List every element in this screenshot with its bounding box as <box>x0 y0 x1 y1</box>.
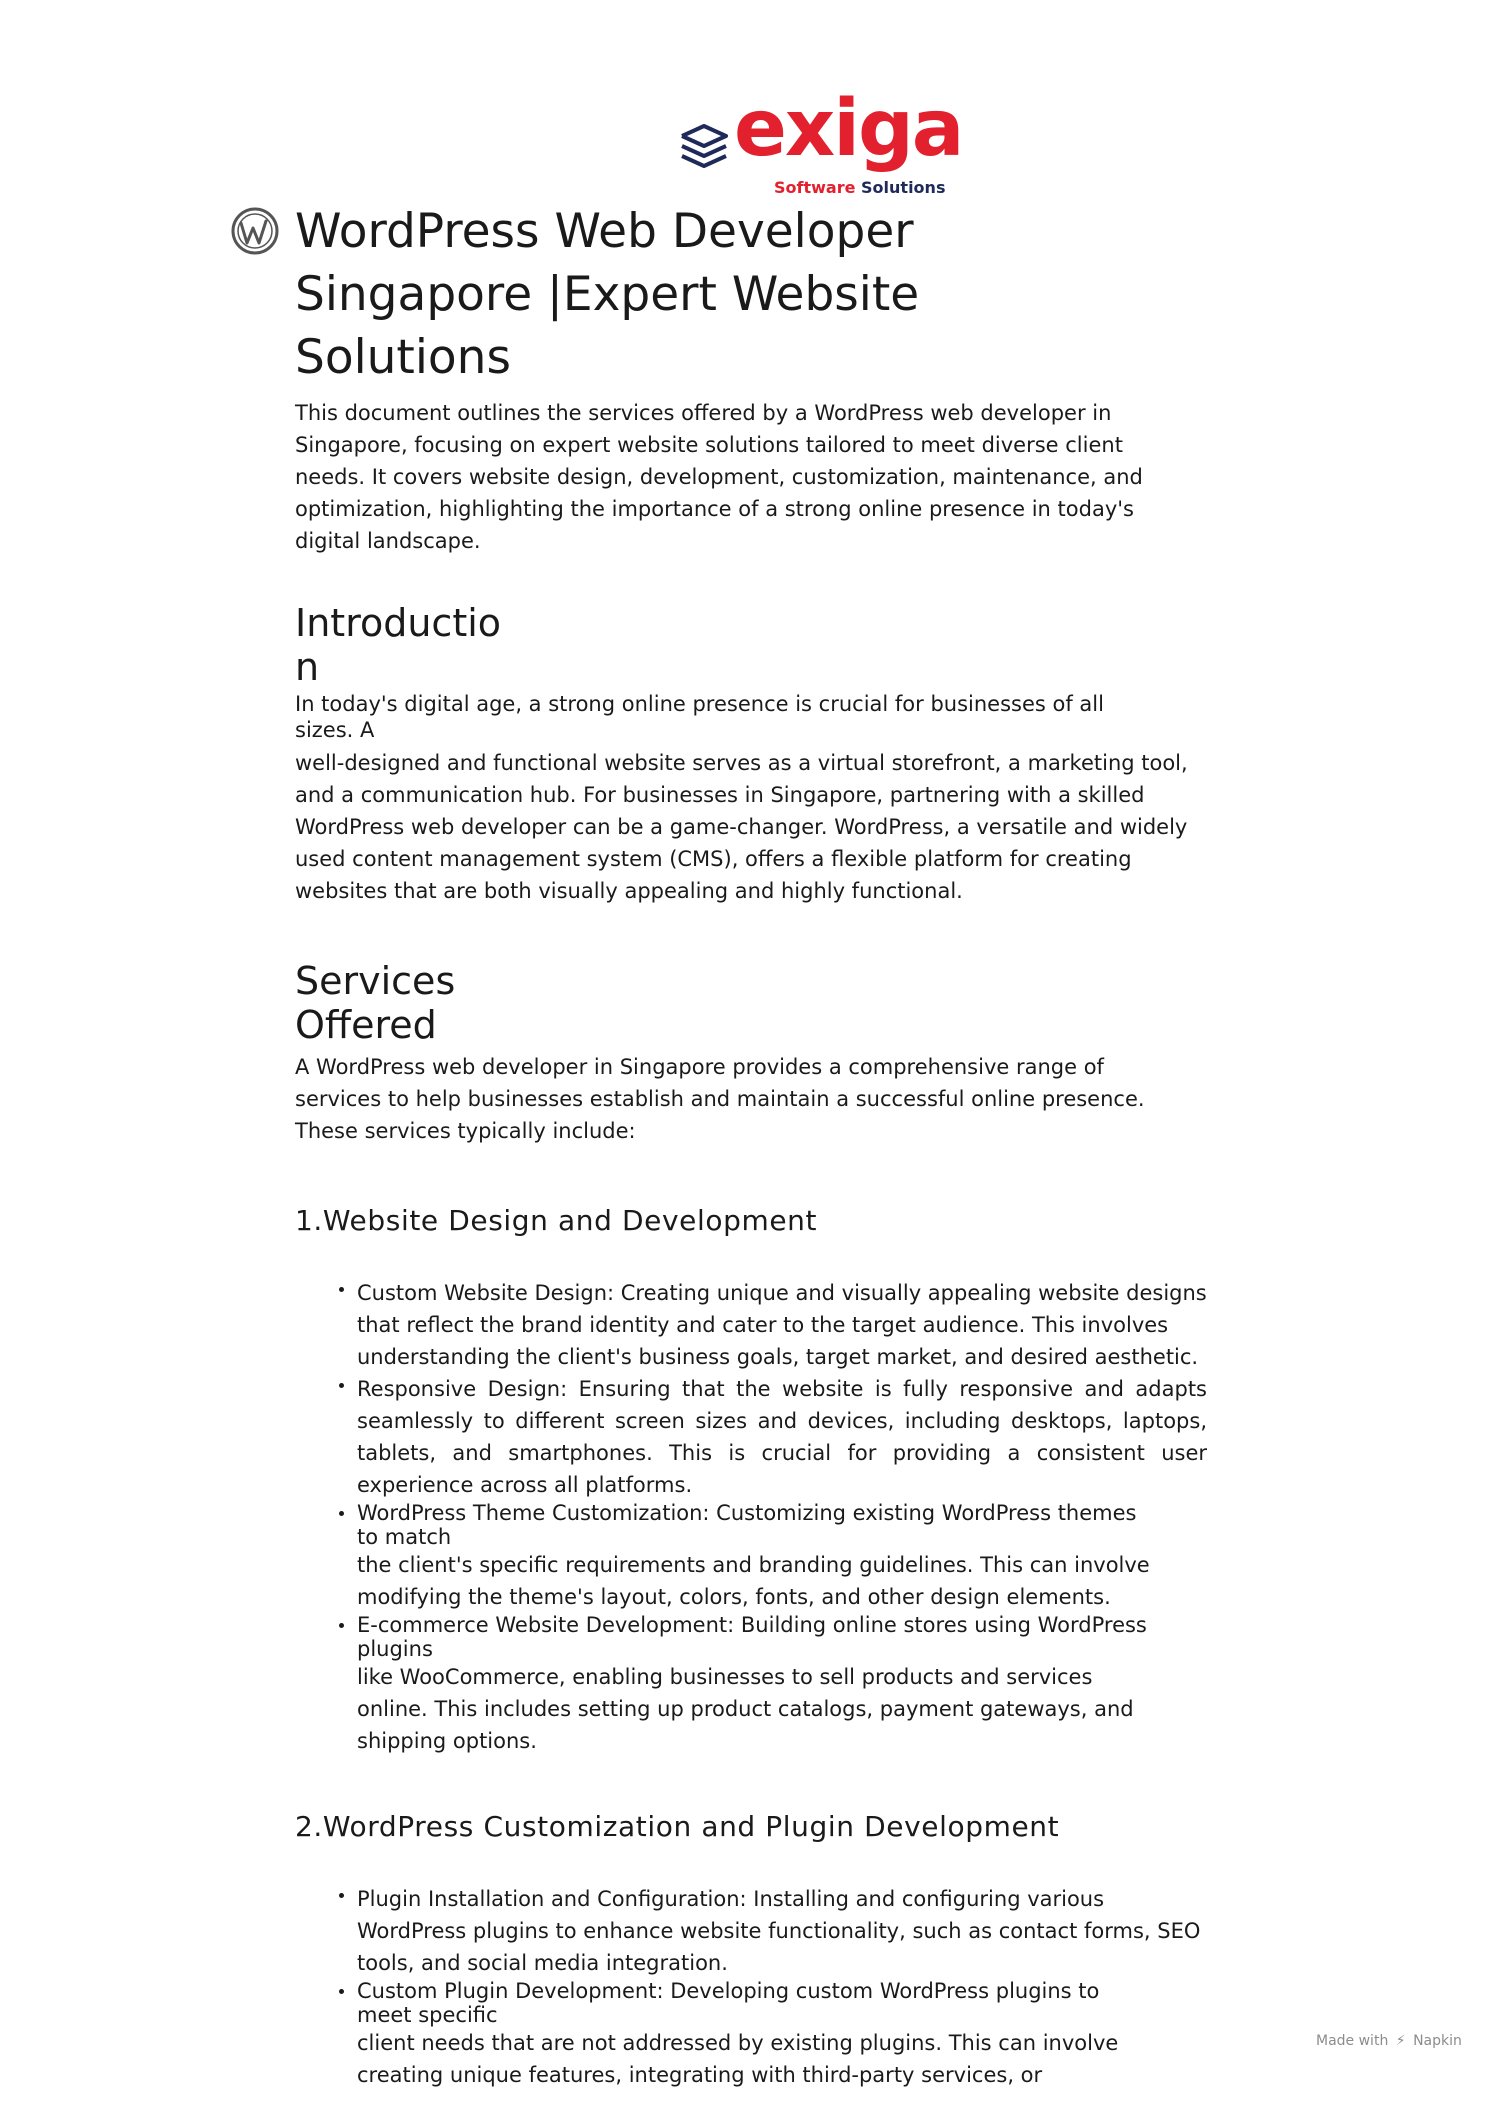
services-heading: Services Offered <box>295 959 456 1047</box>
introduction-body: well-designed and functional website serves as a virtual storefront, a marketing tool, and a communication hub. For businesses in Singapore, partnering with a skilled WordPress web developer can be a game-changer. WordPress, a versatile and widely used content management system (CMS), offers a flexible platform for creating websites that are both visually appealing and highly functional. <box>295 751 1188 903</box>
list-item: E-commerce Website Development: Building online stores using WordPress plugins like WooCommerce, enabling businesses to sell products and services online. This includes setting up product catalogs, payment gateways, and shipping options. <box>357 1613 1207 1757</box>
page-title: WordPress Web Developer Singapore |Expert Website Solutions <box>295 204 920 385</box>
list-item: Plugin Installation and Configuration: Installing and configuring various WordPress plugins to enhance website functionality, such as contact forms, SEO tools, and social media integration. <box>357 1883 1207 1979</box>
list-item: Responsive Design: Ensuring that the website is fully responsive and adapts seamlessly to different screen sizes and devices, including desktops, laptops, tablets, and smartphones. This is crucial for providing a consistent user experience across all platforms. <box>357 1373 1207 1501</box>
document-body <box>295 200 1205 2091</box>
section-1-list <box>295 1277 1207 1757</box>
wordpress-logo-icon <box>230 206 280 256</box>
services-body: A WordPress web developer in Singapore provides a comprehensive range of services to help businesses establish and maintain a successful online presence. These services typically include: <box>295 1055 1145 1143</box>
made-with-label: Made with <box>1316 2033 1389 2049</box>
document-summary: This document outlines the services offered by a WordPress web developer in Singapore, focusing on expert website solutions tailored to meet diverse client needs. It covers website design, development, customization, maintenance, and optimization, highlighting the importance of a strong online presence in today's digital landscape. <box>295 401 1143 553</box>
exiga-logo <box>678 84 963 202</box>
list-item: Custom Website Design: Creating unique and visually appealing website designs that reflect the brand identity and cater to the target audience. This involves understanding the client's business goals, target market, and desired aesthetic. <box>357 1277 1207 1373</box>
stacked-layers-icon <box>678 122 730 174</box>
list-item: WordPress Theme Customization: Customizing existing WordPress themes to match the client's specific requirements and branding guidelines. This can involve modifying the theme's layout, colors, fonts, and other design elements. <box>357 1501 1207 1613</box>
made-with-napkin-badge[interactable] <box>1316 2033 1462 2049</box>
section-2-list <box>295 1883 1207 2091</box>
logo-tagline-software: Software <box>774 178 856 197</box>
section-2-heading: 2.WordPress Customization and Plugin Development <box>295 1810 1060 1843</box>
logo-brand-name: exiga <box>734 84 963 174</box>
napkin-icon: ⚡ <box>1395 2033 1406 2049</box>
section-1-heading: 1.Website Design and Development <box>295 1204 818 1237</box>
napkin-brand: Napkin <box>1413 2033 1462 2049</box>
introduction-heading: Introduction <box>295 601 502 689</box>
introduction-lead: In today's digital age, a strong online presence is crucial for businesses of all sizes. A <box>295 692 1104 742</box>
logo-tagline <box>774 178 945 197</box>
logo-tagline-solutions: Solutions <box>861 178 946 197</box>
list-item: Custom Plugin Development: Developing custom WordPress plugins to meet specific client needs that are not addressed by existing plugins. This can involve creating unique features, integrating with third-party services, or <box>357 1979 1207 2091</box>
